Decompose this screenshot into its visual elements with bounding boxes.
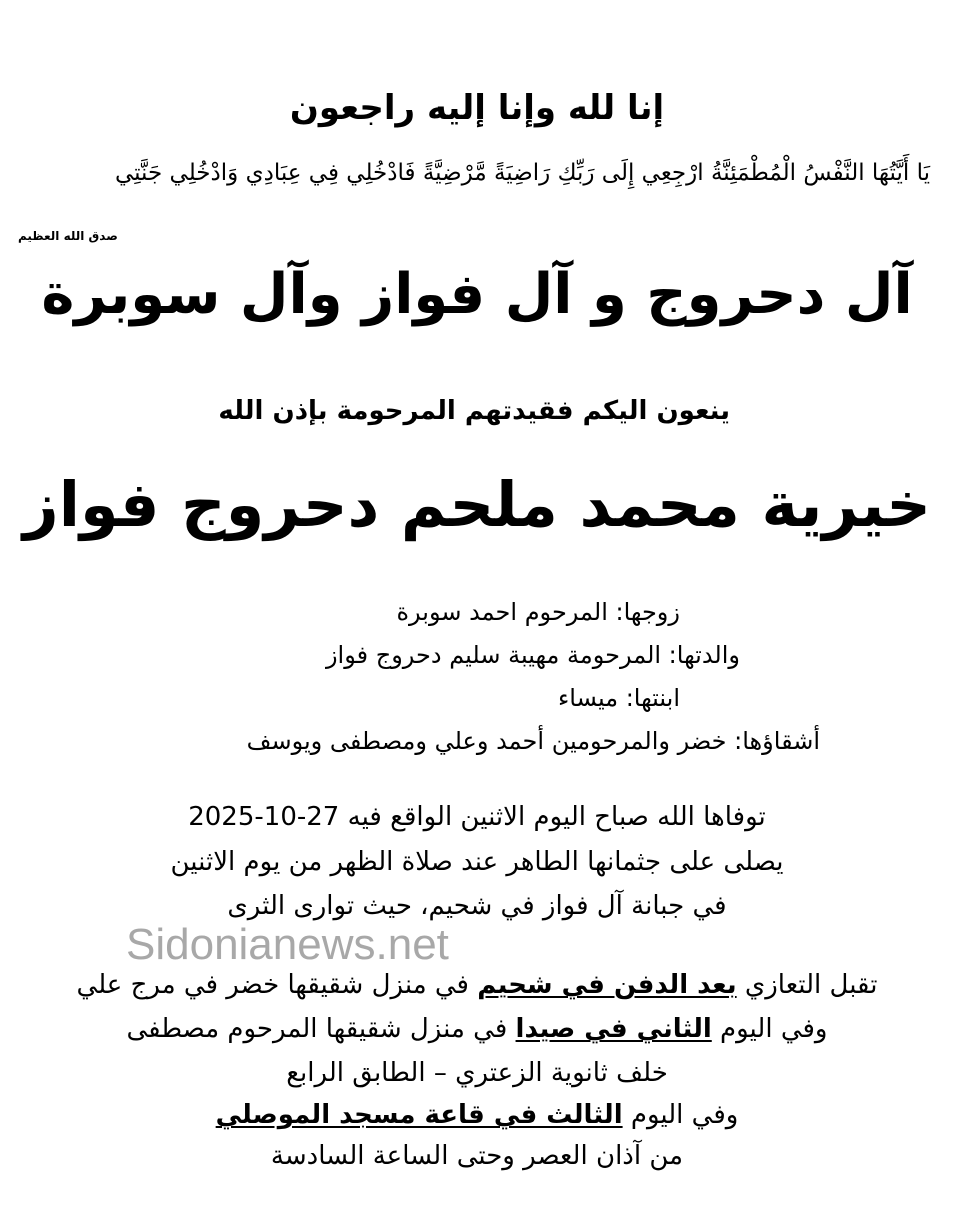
verse-closing: صدق الله العظيم <box>18 229 118 243</box>
condolence-line-2 <box>0 1012 954 1046</box>
burial-line: في جبانة آل فواز في شحيم، حيث توارى الثرى <box>227 891 727 921</box>
condolence-text: في منزل شقيقها خضر في مرج علي <box>76 970 478 1000</box>
condolence-text: تقبل التعازي <box>736 970 878 1000</box>
condolence-emphasis: بعد الدفن في شحيم <box>477 970 737 1000</box>
relative-husband: زوجها: المرحوم احمد سوبرة <box>396 598 680 626</box>
relative-siblings: أشقاؤها: خضر والمرحومين أحمد وعلي ومصطفى ويوسف <box>246 727 820 755</box>
condolence-emphasis: الثالث في قاعة مسجد الموصلي <box>215 1100 623 1130</box>
condolence-text: وفي اليوم <box>711 1014 828 1044</box>
condolence-text: وفي اليوم <box>622 1100 739 1130</box>
funeral-prayer-line: يصلى على جثمانها الطاهر عند صلاة الظهر من يوم الاثنين <box>170 847 784 877</box>
opening-phrase: إنا لله وإنا إليه راجعون <box>289 88 665 128</box>
deceased-name: خيرية محمد ملحم دحروج فواز <box>23 468 931 541</box>
condolence-emphasis: الثاني في صيدا <box>515 1014 712 1044</box>
relative-daughter: ابنتها: ميساء <box>557 684 680 712</box>
site-watermark: Sidonianews.net <box>126 920 449 969</box>
quran-verse: يَا أَيَّتُهَا النَّفْسُ الْمُطْمَئِنَّةُ ارْجِعِي إِلَى رَبِّكِ رَاضِيَةً مَّرْضِيَّةً فَادْخُلِي فِي عِبَادِي وَادْخُلِي جَنَّتِي <box>114 160 930 186</box>
condolence-text: في منزل شقيقها المرحوم مصطفى <box>126 1014 516 1044</box>
mourning-announcement: ينعون اليكم فقيدتهم المرحومة بإذن الله <box>218 396 730 426</box>
families-heading: آل دحروج و آل فواز وآل سوبرة <box>41 262 913 327</box>
condolence-line-3: خلف ثانوية الزعتري – الطابق الرابع <box>286 1058 668 1088</box>
relative-mother: والدتها: المرحومة مهيبة سليم دحروج فواز <box>325 641 740 669</box>
condolence-line-4 <box>0 1098 954 1132</box>
condolence-line-5: من آذان العصر وحتى الساعة السادسة <box>270 1141 684 1171</box>
death-date-line: توفاها الله صباح اليوم الاثنين الواقع فيه 27-10-2025 <box>188 802 766 832</box>
condolence-line-1 <box>0 968 954 1002</box>
